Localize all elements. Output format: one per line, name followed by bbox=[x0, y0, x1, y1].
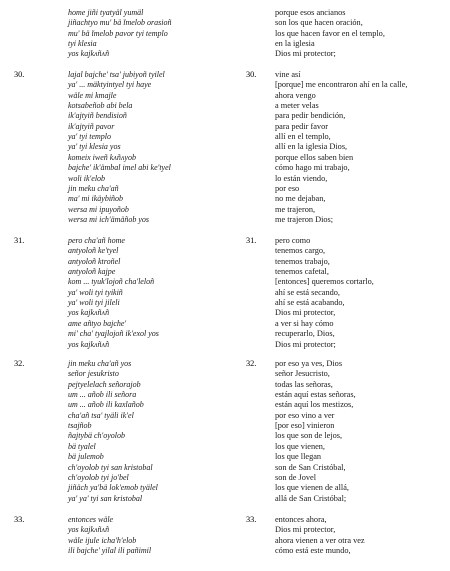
chol-verse-line: ya' tyi templo bbox=[68, 132, 112, 142]
spanish-verse-line: Dios mi protector, bbox=[275, 308, 336, 318]
chol-verse-line: woli ik'elob bbox=[68, 173, 106, 183]
chol-verse-line: ma' mi ikäybiñob bbox=[68, 194, 124, 204]
chol-verse-line: pejtyelelach señorajob bbox=[68, 379, 141, 389]
chol-verse-line: wäle ijule icha'h'elob bbox=[68, 535, 137, 545]
spanish-verse-line: Dios mi protector; bbox=[275, 49, 336, 59]
spanish-verse-line: señor Jesucristo, bbox=[275, 369, 330, 379]
spanish-verse-line: ahora vienen a ver otra vez bbox=[275, 535, 365, 545]
chol-verse-line: ili bajche' yilal ili pañimil bbox=[68, 546, 152, 556]
spanish-verse-line: por eso ya ves, Dios bbox=[275, 359, 343, 368]
spanish-verse-line: los que son de lejos, bbox=[275, 431, 343, 441]
chol-verse-line: mu' bä ĭmelob pavor tyi templo bbox=[68, 28, 168, 38]
chol-verse-line: wäle mi kmajle bbox=[68, 90, 117, 100]
chol-verse-line: señor jesukristo bbox=[68, 369, 119, 379]
chol-verse-line: ya' woli tyi tyikiñ bbox=[68, 287, 123, 297]
spanish-verse-line: lo están viendo, bbox=[275, 173, 328, 183]
chol-verse-line: komeix iweñ kʌñʌyob bbox=[68, 152, 136, 162]
spanish-verse-line: por eso bbox=[275, 183, 300, 193]
chol-verse-line: antyoloñ ktroñel bbox=[68, 256, 121, 266]
spanish-verse-line: allí en el templo, bbox=[275, 132, 331, 142]
chol-verse-line: ya' ya' tyi san kristobal bbox=[68, 493, 143, 503]
spanish-verse-line: tenemos cafetal, bbox=[275, 267, 329, 277]
spanish-verse-line: [porque] me encontraron ahí en la calle, bbox=[275, 80, 408, 90]
spanish-verse-line: ahora vengo bbox=[275, 90, 316, 100]
chol-verse-line: tsajñob bbox=[68, 421, 92, 431]
left-stanza-number: 30. bbox=[14, 70, 25, 79]
chol-verse-line: um ... añob ili señora bbox=[68, 390, 137, 400]
spanish-verse-line: están aquí los mestizos, bbox=[275, 400, 354, 410]
chol-verse-line: ya' ... mäktyintyel tyi haye bbox=[68, 80, 152, 90]
spanish-verse-line: son de San Cristóbal, bbox=[275, 462, 346, 472]
chol-verse-line: ch'oyolob tyi san kristobal bbox=[68, 462, 153, 472]
chol-verse-line: ch'oyolob tyi jo'bel bbox=[68, 472, 129, 482]
spanish-verse-line: allí en la iglesia Dios, bbox=[275, 142, 348, 152]
spanish-verse-line: no me dejaban, bbox=[275, 194, 326, 204]
spanish-verse-line: [entonces] queremos cortarlo, bbox=[275, 277, 374, 287]
spanish-verse-line: están aquí estas señoras, bbox=[275, 390, 356, 400]
chol-verse-line: bä tyalel bbox=[68, 441, 96, 451]
chol-verse-line: tyi klesia bbox=[68, 39, 97, 49]
chol-verse-line: ya' tyi klesia yos bbox=[68, 142, 121, 152]
spanish-verse-line: por eso vino a ver bbox=[275, 410, 335, 420]
chol-verse-line: home jiñi tyatyäl yumäl bbox=[68, 8, 144, 17]
chol-verse-line: um ... añob ili kaxlañob bbox=[68, 400, 144, 410]
spanish-verse-line: tenemos cargo, bbox=[275, 246, 326, 256]
chol-verse-line: jiñäch ya'bä lok'emob tyälel bbox=[68, 483, 158, 493]
spanish-verse-line: los que vienen de allá, bbox=[275, 483, 349, 493]
spanish-verse-line: para pedir favor bbox=[275, 121, 328, 131]
spanish-verse-line: tenemos trabajo, bbox=[275, 256, 330, 266]
chol-verse-line: jiñachtyo mu' bä ĭmelob orasioñ bbox=[68, 18, 172, 28]
spanish-verse-line: ahí se está secando, bbox=[275, 287, 340, 297]
chol-verse-line: jin meku cha'añ bbox=[68, 183, 119, 193]
chol-verse-line: lajal bajche' tsa' jubiyoñ tyilel bbox=[68, 70, 165, 79]
left-stanza-number: 31. bbox=[14, 236, 25, 245]
right-stanza-number: 31. bbox=[246, 236, 257, 245]
spanish-verse-line: cómo está este mundo, bbox=[275, 546, 351, 556]
spanish-verse-line: me trajeron, bbox=[275, 204, 316, 214]
chol-verse-line: ñajtybä ch'oyolob bbox=[68, 431, 126, 441]
chol-verse-line: pero cha'añ home bbox=[68, 236, 125, 245]
right-stanza-number: 30. bbox=[246, 70, 257, 79]
spanish-verse-line: vine así bbox=[275, 70, 301, 79]
spanish-verse-line: allá de San Cristóbal; bbox=[275, 493, 347, 503]
chol-verse-line: jin meku cha'añ yos bbox=[68, 359, 132, 368]
chol-verse-line: bä julemob bbox=[68, 452, 104, 462]
chol-verse-line: yos kajkʌñʌñ bbox=[68, 339, 110, 349]
chol-verse-line: kotsabeñob abi bela bbox=[68, 101, 133, 111]
spanish-verse-line: ahí se está acabando, bbox=[275, 298, 345, 308]
chol-verse-line: mi' cha' tyajlojoñ ik'exol yos bbox=[68, 329, 159, 339]
spanish-verse-line: entonces ahora, bbox=[275, 515, 327, 524]
chol-verse-line: kom ... tyuk'lojoñ cha'leloñ bbox=[68, 277, 155, 287]
spanish-verse-line: son de Jovel bbox=[275, 472, 317, 482]
chol-verse-line: yos kajkʌñʌñ bbox=[68, 525, 110, 535]
chol-verse-line: wersa mi ich'ämäñob yos bbox=[68, 214, 150, 224]
spanish-verse-line: para pedir bendición, bbox=[275, 111, 346, 121]
chol-verse-line: ik'ajtyiñ bendisioñ bbox=[68, 111, 127, 121]
spanish-verse-line: cómo hago mi trabajo, bbox=[275, 163, 350, 173]
chol-verse-line: entonces wäle bbox=[68, 515, 114, 524]
spanish-verse-line: pero como bbox=[275, 236, 311, 245]
chol-verse-line: ame añtyo bajche' bbox=[68, 318, 127, 328]
spanish-verse-line: Dios mi protector, bbox=[275, 525, 336, 535]
spanish-verse-line: a ver si hay cómo bbox=[275, 318, 334, 328]
spanish-verse-line: porque ellos saben bien bbox=[275, 152, 354, 162]
left-stanza-number: 32. bbox=[14, 359, 25, 368]
spanish-verse-line: Dios mi protector; bbox=[275, 339, 336, 349]
right-stanza-number: 33. bbox=[246, 515, 257, 524]
chol-verse-line: yos kajkʌñʌñ bbox=[68, 308, 110, 318]
chol-verse-line: ik'ajtyiñ pavor bbox=[68, 121, 115, 131]
right-stanza-number: 32. bbox=[246, 359, 257, 368]
spanish-verse-line: los que llegan bbox=[275, 452, 322, 462]
spanish-verse-line: [por eso] vinieron bbox=[275, 421, 335, 431]
spanish-verse-line: en la iglesia bbox=[275, 39, 315, 49]
spanish-verse-line: todas las señoras, bbox=[275, 379, 333, 389]
spanish-verse-line: porque esos ancianos bbox=[275, 8, 346, 17]
spanish-verse-line: los que hacen favor en el templo, bbox=[275, 28, 385, 38]
chol-verse-line: cha'añ tsa' tyäli ik'el bbox=[68, 410, 134, 420]
spanish-verse-line: los que vienen, bbox=[275, 441, 326, 451]
spanish-verse-line: a meter velas bbox=[275, 101, 319, 111]
spanish-verse-line: recuperarlo, Dios, bbox=[275, 329, 335, 339]
spanish-verse-line: son los que hacen oración, bbox=[275, 18, 363, 28]
spanish-verse-line: me trajeron Dios; bbox=[275, 214, 334, 224]
chol-verse-line: bajche' ik'ämbal imel abi ke'tyel bbox=[68, 163, 171, 173]
chol-verse-line: yos kajkʌñʌñ bbox=[68, 49, 110, 59]
chol-verse-line: antyoloñ kajpe bbox=[68, 267, 116, 277]
left-stanza-number: 33. bbox=[14, 515, 25, 524]
chol-verse-line: antyoloñ ke'tyel bbox=[68, 246, 119, 256]
chol-verse-line: wersa mi ipuyoñob bbox=[68, 204, 129, 214]
chol-verse-line: ya' woli tyi jileli bbox=[68, 298, 120, 308]
